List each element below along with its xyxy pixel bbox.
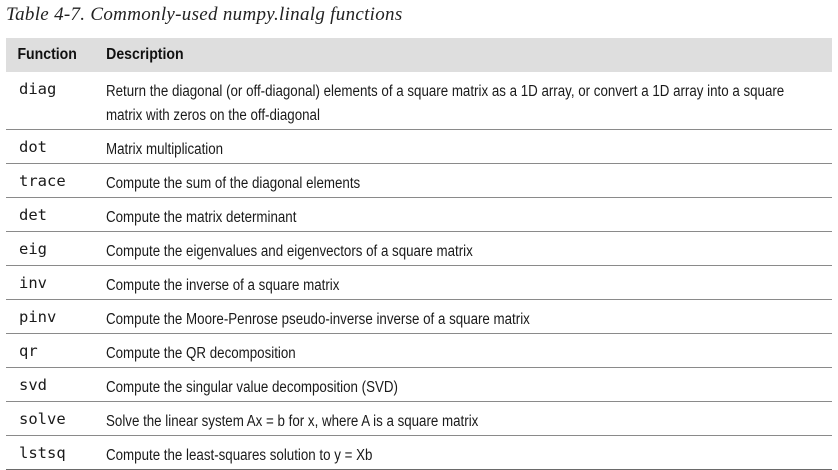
table-row	[6, 72, 832, 130]
table-row	[6, 130, 832, 164]
table-row	[6, 232, 832, 266]
function-name: dot	[19, 138, 47, 156]
function-name: inv	[19, 274, 47, 292]
function-name: svd	[19, 376, 47, 394]
table-row	[6, 436, 832, 470]
table-row	[6, 368, 832, 402]
function-description: Compute the Moore-Penrose pseudo-inverse inverse of a square matrix	[106, 311, 530, 328]
linalg-functions-table	[6, 38, 832, 470]
function-description: Compute the sum of the diagonal elements	[106, 175, 361, 192]
function-description: Compute the matrix determinant	[106, 209, 297, 226]
function-description: Matrix multiplication	[106, 141, 224, 158]
function-description: Compute the least-squares solution to y = Xb	[106, 447, 373, 464]
table-header-row	[6, 38, 832, 72]
function-name: eig	[19, 240, 47, 258]
table-caption: Table 4-7. Commonly-used numpy.linalg functions	[6, 4, 403, 25]
table-row	[6, 164, 832, 198]
function-description: Compute the QR decomposition	[106, 345, 296, 362]
function-description: Compute the inverse of a square matrix	[106, 277, 340, 294]
function-description: Return the diagonal (or off-diagonal) elements of a square matrix as a 1D array, or convert a 1D array into a square matrix with zeros on the off-diagonal	[106, 83, 785, 124]
function-description: Compute the eigenvalues and eigenvectors of a square matrix	[106, 243, 473, 260]
function-description: Compute the singular value decomposition (SVD)	[106, 379, 398, 396]
function-name: solve	[19, 410, 66, 428]
function-name: pinv	[19, 308, 57, 326]
function-name: diag	[19, 80, 57, 98]
function-description: Solve the linear system Ax = b for x, where A is a square matrix	[106, 413, 479, 430]
header-function: Function	[17, 46, 77, 63]
table-row	[6, 402, 832, 436]
header-description: Description	[106, 46, 184, 63]
table-row	[6, 198, 832, 232]
function-name: qr	[19, 342, 38, 360]
function-name: lstsq	[19, 444, 66, 462]
function-name: trace	[19, 172, 66, 190]
table-row	[6, 300, 832, 334]
table-row	[6, 266, 832, 300]
function-name: det	[19, 206, 47, 224]
table-row	[6, 334, 832, 368]
